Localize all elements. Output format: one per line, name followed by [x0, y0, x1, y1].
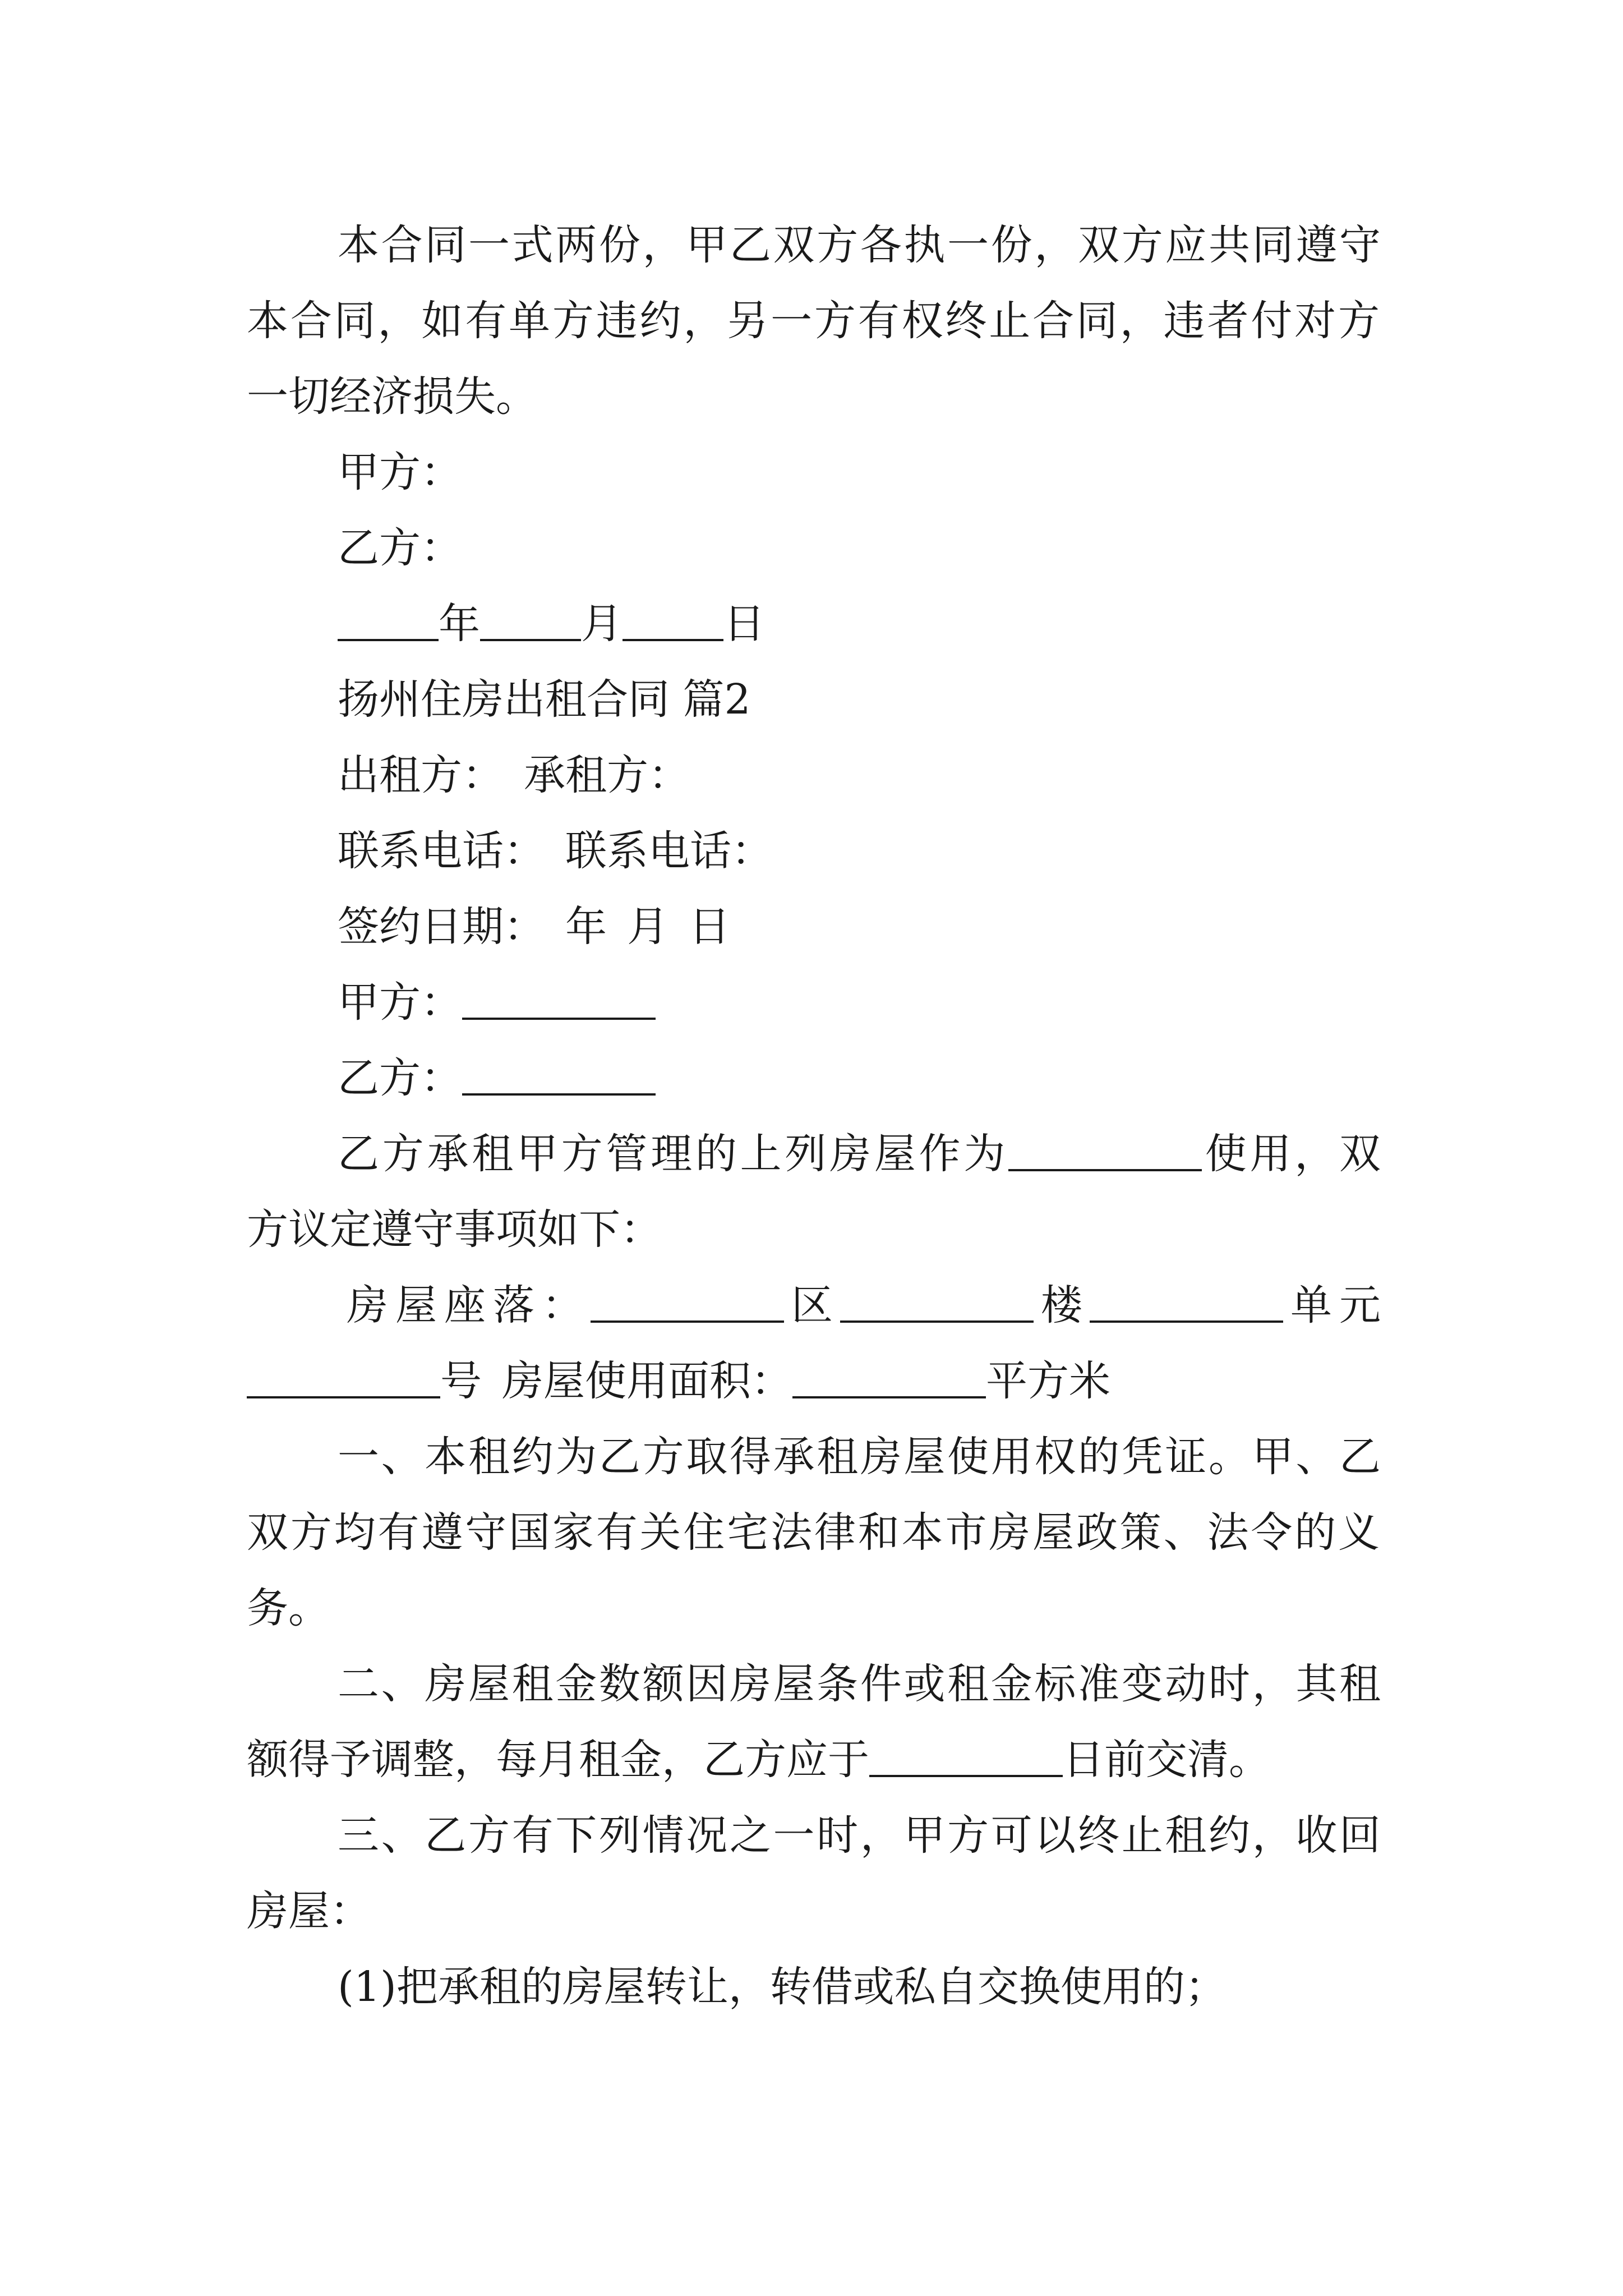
sign-date-line	[338, 889, 1381, 965]
date-day: 日	[723, 600, 765, 648]
area-unit: 平方米	[986, 1357, 1110, 1405]
location-line	[347, 1268, 1381, 1343]
use-line1-b: 使用，双	[1202, 1130, 1381, 1178]
area-blank	[792, 1355, 986, 1398]
rent-day-blank	[869, 1733, 1063, 1777]
district-blank	[591, 1279, 784, 1323]
party-a-label: 甲方：	[338, 448, 462, 496]
party-a-line	[338, 965, 1381, 1041]
clause1-line3: 务。	[247, 1584, 330, 1632]
date-line	[338, 586, 1381, 662]
phone-line	[338, 813, 1381, 889]
use-line1	[338, 1116, 1381, 1192]
district-label: 区	[784, 1281, 840, 1329]
use-blank	[1008, 1128, 1202, 1171]
number-blank	[247, 1355, 440, 1398]
section-title: 扬州住房出租合同 篇2	[338, 675, 751, 724]
party-a-label-2: 甲方：	[338, 978, 462, 1027]
clause1-line2: 双方均有遵守国家有关住宅法律和本市房屋政策、法令的义	[247, 1508, 1380, 1557]
use-line1-a: 乙方承租甲方管理的上列房屋作为	[338, 1130, 1009, 1178]
area-line	[247, 1343, 1380, 1419]
para1-line2: 本合同，如有单方违约，另一方有权终止合同，违者付对方	[247, 297, 1380, 345]
date-year: 年	[439, 600, 480, 648]
building-blank	[840, 1279, 1034, 1323]
party-b-label: 乙方：	[338, 524, 462, 572]
phone-label-lessee: 联系电话：	[565, 827, 773, 875]
sign-date-label: 签约日期：	[338, 903, 545, 951]
clause3-line1: 三、乙方有下列情况之一时，甲方可以终止租约，收回	[338, 1811, 1381, 1860]
item1: (1)把承租的房屋转让，转借或私自交换使用的；	[338, 1963, 1227, 2011]
date-month: 月	[581, 600, 623, 648]
number-label: 号	[440, 1357, 482, 1405]
lessor-lessee-line	[338, 738, 1381, 813]
sign-month: 月	[627, 903, 668, 951]
clause2-line2-b: 日前交清。	[1063, 1736, 1270, 1784]
phone-label-lessor: 联系电话：	[338, 827, 545, 875]
clause2-line1: 二、房屋租金数额因房屋条件或租金标准变动时，其租	[338, 1660, 1381, 1708]
para1-line3: 一切经济损失。	[247, 372, 537, 421]
year-blank	[338, 597, 439, 641]
party-a-blank	[462, 976, 656, 1020]
month-blank	[480, 597, 581, 641]
party-b-blank	[462, 1052, 656, 1096]
building-label: 楼	[1034, 1281, 1090, 1329]
lessee-label: 承租方：	[524, 751, 690, 799]
area-label: 房屋使用面积：	[502, 1357, 792, 1405]
day-blank	[623, 597, 723, 641]
clause2-line2-a: 额得予调整，每月租金，乙方应于	[247, 1736, 869, 1784]
clause3-line2: 房屋：	[247, 1887, 371, 1935]
unit-blank	[1090, 1279, 1283, 1323]
party-b-line	[338, 1041, 1381, 1116]
sign-day: 日	[689, 903, 730, 951]
para1-line1: 本合同一式两份，甲乙双方各执一份，双方应共同遵守	[338, 221, 1381, 269]
lessor-label: 出租方：	[338, 751, 504, 799]
clause2-line2	[247, 1722, 1380, 1798]
unit-label: 单元	[1283, 1281, 1381, 1329]
party-b-label-2: 乙方：	[338, 1054, 462, 1102]
use-line2: 方议定遵守事项如下：	[247, 1205, 662, 1254]
sign-year: 年	[565, 903, 607, 951]
clause1-line1: 一、本租约为乙方取得承租房屋使用权的凭证。甲、乙	[338, 1433, 1381, 1481]
location-label: 房屋座落：	[347, 1281, 591, 1329]
